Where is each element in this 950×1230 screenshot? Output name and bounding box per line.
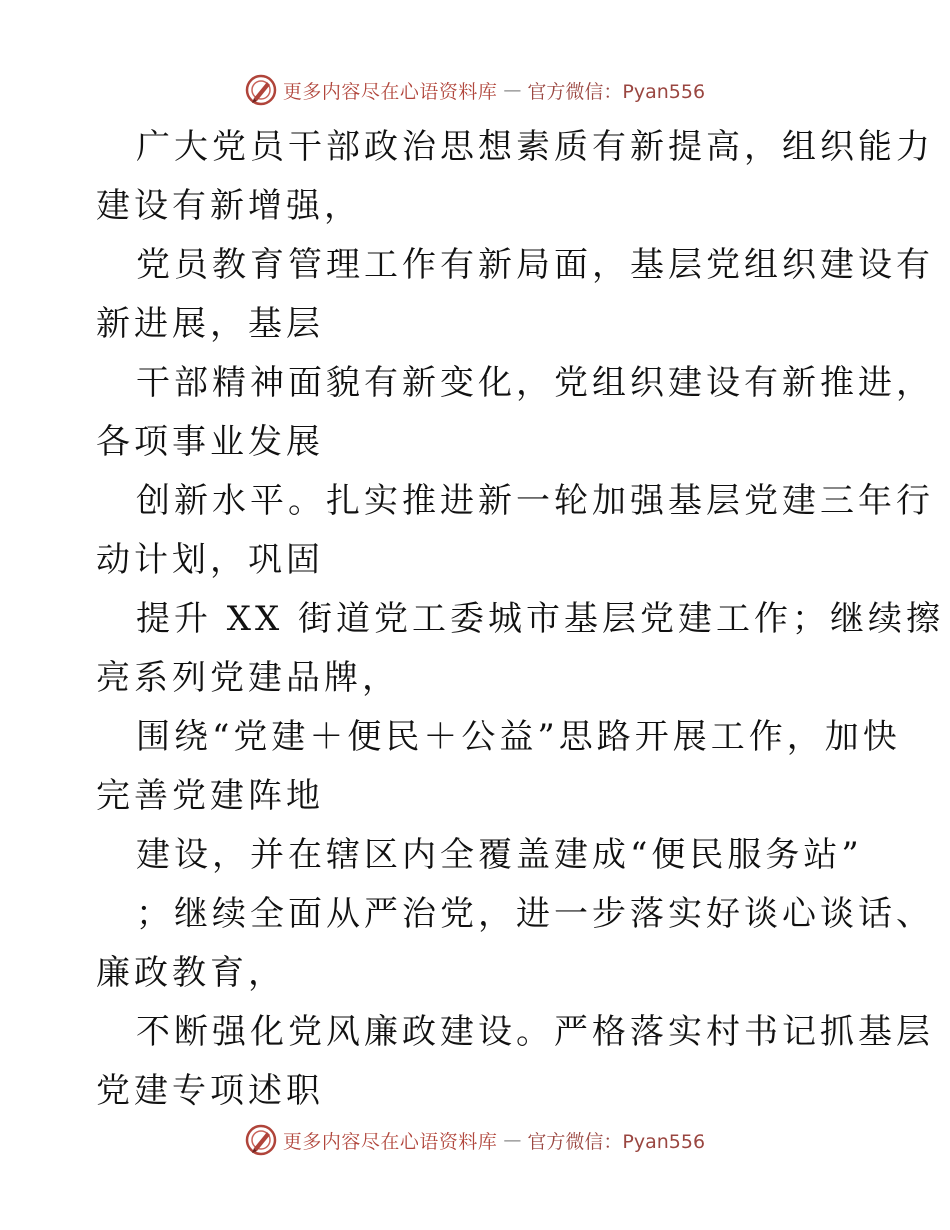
paragraph-line: 亮系列党建品牌， [96, 658, 400, 698]
watermark-title: 更多内容尽在心语资料库 [282, 1130, 498, 1153]
paragraph-line: 干部精神面貌有新变化，党组织建设有新推进， [136, 363, 934, 403]
paragraph-line: 围绕“党建＋便民＋公益”思路开展工作，加快 [136, 717, 901, 757]
paragraph-line: 动计划，巩固 [96, 540, 324, 580]
paragraph-line: 建设，并在辖区内全覆盖建成“便民服务站” [136, 835, 863, 875]
paragraph-line: 各项事业发展 [96, 422, 324, 462]
watermark-dash: — [503, 1129, 522, 1151]
paragraph-line: 不断强化党风廉政建设。严格落实村书记抓基层 [136, 1012, 934, 1052]
paragraph-line: 廉政教育， [96, 953, 286, 993]
paragraph-line: 新进展，基层 [96, 304, 324, 344]
pen-logo-icon [245, 1124, 277, 1156]
watermark-handle: 官方微信：Pyan556 [527, 80, 706, 103]
paragraph-line: 提升 XX 街道党工委城市基层党建工作；继续擦 [136, 599, 945, 639]
paragraph-line: 建设有新增强， [96, 186, 362, 226]
watermark-title: 更多内容尽在心语资料库 [282, 80, 498, 103]
paragraph-line: 党建专项述职 [96, 1071, 324, 1111]
paragraph-line: 广大党员干部政治思想素质有新提高，组织能力 [136, 127, 934, 167]
paragraph-line: 党员教育管理工作有新局面，基层党组织建设有 [136, 245, 934, 285]
pen-logo-icon [245, 74, 277, 106]
paragraph-line: 创新水平。扎实推进新一轮加强基层党建三年行 [136, 481, 934, 521]
paragraph-line: ；继续全面从严治党，进一步落实好谈心谈话、 [136, 894, 934, 934]
footer-watermark [0, 1120, 950, 1160]
watermark-handle: 官方微信：Pyan556 [527, 1130, 706, 1153]
paragraph-line: 完善党建阵地 [96, 776, 324, 816]
header-watermark [0, 70, 950, 110]
watermark-dash: — [503, 79, 522, 101]
document-body [96, 118, 945, 1121]
